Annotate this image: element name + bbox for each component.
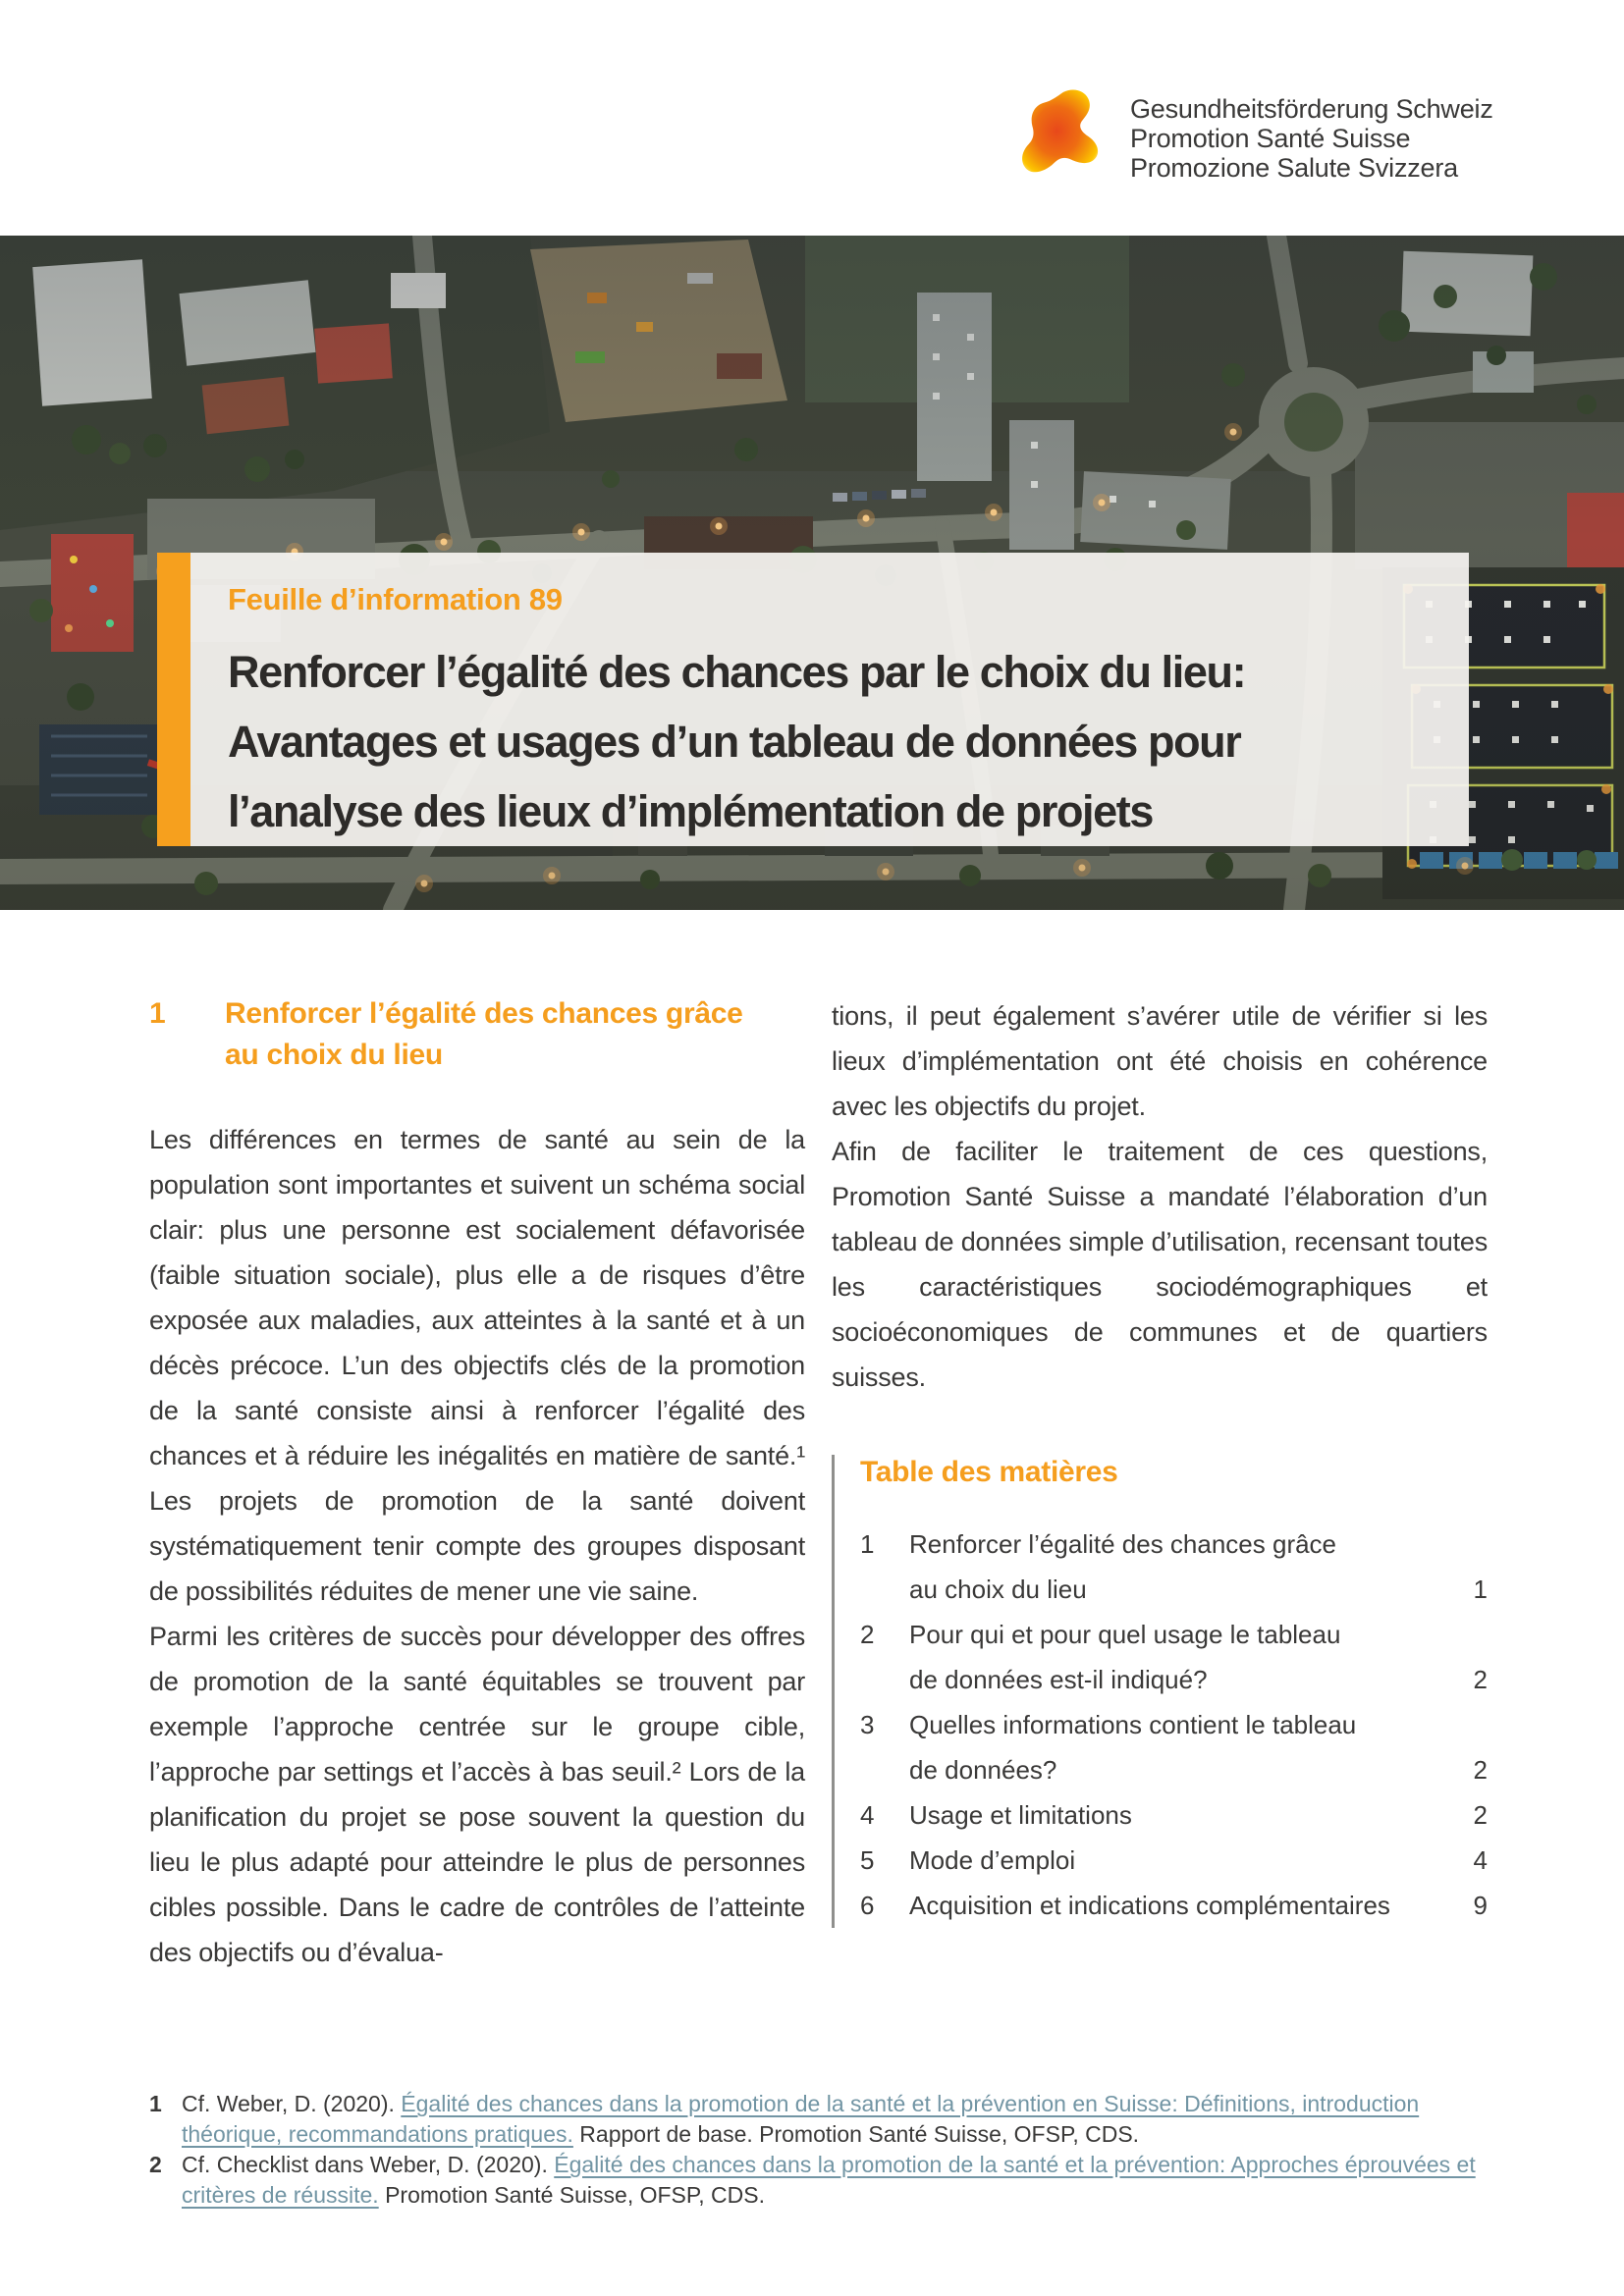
body-column-left <box>149 993 805 1975</box>
logo-blob-icon <box>1014 86 1109 185</box>
page-title-line-1: Renforcer l’égalité des chances par le choix du lieu: <box>228 647 1246 697</box>
footnote-pre-text: Cf. Checklist dans Weber, D. (2020). <box>182 2152 555 2177</box>
paragraph: Afin de faciliter le traitement de ces questions, Promotion Santé Suisse a mandaté l’élaboration d’un tableau de données simple d’utilisation, recensant toutes les caractéristiques sociodémographiques et socioéconomiques de communes et de quartiers suisses. <box>832 1137 1488 1392</box>
logo-line-fr: Promotion Santé Suisse <box>1130 124 1411 153</box>
hero-banner <box>0 236 1624 910</box>
page-title-line-2: Avantages et usages d’un tableau de données pour <box>228 717 1241 767</box>
paragraph: tions, il peut également s’avérer utile de vérifier si les lieux d’implémentation ont été choisis en cohérence avec les objectifs du projet. <box>832 1001 1488 1121</box>
toc-item-2[interactable] <box>860 1612 1488 1702</box>
org-logo <box>1014 86 1493 185</box>
page-title <box>228 637 1451 846</box>
toc-item-number: 6 <box>860 1891 875 1920</box>
toc-item-label <box>909 1522 1462 1612</box>
toc-item-label-line: Usage et limitations <box>909 1800 1132 1830</box>
footnote-post-text: Promotion Santé Suisse, OFSP, CDS. <box>378 2182 766 2208</box>
section-1-heading-text <box>225 993 742 1076</box>
paragraph: Les différences en termes de santé au sein de la population sont importantes et suivent un schéma social clair: plus une personne est socialement défavorisée (faible situation sociale), plus elle a de risques d’être exposée aux maladies, aux atteintes à la santé et à un décès précoce. L’un des objectifs clés de la promotion de la santé consiste ainsi à renforcer l’égalité des chances et à réduire les inégalités en matière de santé.¹ Les projets de promotion de la santé doivent systématiquement tenir compte des groupes disposant de possibilités réduites de mener une vie saine. <box>149 1125 805 1606</box>
section-1-heading-line-1: Renforcer l’égalité des chances grâce <box>225 997 743 1030</box>
footnote-2 <box>149 2150 1485 2211</box>
toc-item-label-line: au choix du lieu <box>909 1575 1087 1604</box>
toc-item-number: 2 <box>860 1620 875 1649</box>
section-1-number: 1 <box>149 997 166 1030</box>
footnote-number: 1 <box>149 2091 162 2116</box>
toc-item-page: 1 <box>1473 1575 1488 1604</box>
toc-item-page: 4 <box>1473 1845 1488 1875</box>
toc-item-label <box>909 1612 1462 1702</box>
toc-item-1[interactable] <box>860 1522 1488 1612</box>
page-title-line-3: l’analyse des lieux d’implémentation de projets <box>228 786 1153 836</box>
toc-item-label-line: Quelles informations contient le tableau <box>909 1710 1357 1739</box>
footnote-pre-text: Cf. Weber, D. (2020). <box>182 2091 402 2116</box>
footnote-1 <box>149 2089 1485 2150</box>
toc-item-label <box>909 1883 1462 1928</box>
toc-item-label-line: de données? <box>909 1755 1057 1785</box>
toc-item-5[interactable] <box>860 1838 1488 1883</box>
logo-line-it: Promozione Salute Svizzera <box>1130 153 1458 183</box>
toc-item-label <box>909 1838 1462 1883</box>
toc-item-page: 2 <box>1473 1800 1488 1830</box>
toc-item-3[interactable] <box>860 1702 1488 1792</box>
toc-heading: Table des matières <box>860 1456 1118 1488</box>
body-column-right <box>832 993 1488 1928</box>
toc-item-label <box>909 1792 1462 1838</box>
toc-item-number: 5 <box>860 1845 875 1875</box>
logo-line-de: Gesundheitsförderung Schweiz <box>1130 94 1493 124</box>
paragraph: Parmi les critères de succès pour développer des offres de promotion de la santé équitables se trouvent par exemple l’approche centrée sur le groupe cible, l’approche par settings et l’accès à bas seuil.² Lors de la planification du projet se pose souvent la question du lieu le plus adapté pour atteindre le plus de personnes cibles possible. Dans le cadre de contrôles de l’atteinte des objectifs ou d’évalua- <box>149 1622 805 1967</box>
toc-item-number: 4 <box>860 1800 875 1830</box>
toc-item-4[interactable] <box>860 1792 1488 1838</box>
footnote-post-text: Rapport de base. Promotion Santé Suisse, OFSP, CDS. <box>572 2121 1140 2147</box>
toc-item-page: 2 <box>1473 1665 1488 1694</box>
section-1-heading-line-2: au choix du lieu <box>225 1039 443 1071</box>
section-1-heading <box>149 993 805 1076</box>
toc-item-label <box>909 1702 1462 1792</box>
toc-item-label-line: Mode d’emploi <box>909 1845 1076 1875</box>
toc-item-number: 3 <box>860 1710 875 1739</box>
document-kicker: Feuille d’information 89 <box>228 582 563 616</box>
footnote-reference-link[interactable]: Égalité des chances dans la promotion de la santé et la prévention: Approches éprouvées et critères de réussite. <box>182 2152 1476 2208</box>
toc-item-number: 1 <box>860 1529 875 1559</box>
footnote-text <box>182 2089 1485 2150</box>
toc-item-6[interactable] <box>860 1883 1488 1928</box>
toc-item-label-line: Renforcer l’égalité des chances grâce <box>909 1529 1337 1559</box>
footnotes <box>149 2089 1485 2211</box>
toc-item-label-line: de données est-il indiqué? <box>909 1665 1208 1694</box>
footnote-reference-link[interactable]: Égalité des chances dans la promotion de la santé et la prévention en Suisse: Définitions, introduction théorique, recommandations pratiques. <box>182 2091 1420 2147</box>
footnote-number: 2 <box>149 2152 162 2177</box>
toc-item-label-line: Pour qui et pour quel usage le tableau <box>909 1620 1341 1649</box>
hero-title-box <box>157 553 1469 846</box>
footnote-text <box>182 2150 1485 2211</box>
toc-item-label-line: Acquisition et indications complémentaires <box>909 1891 1390 1920</box>
org-logo-wordmark <box>1130 86 1493 183</box>
toc-item-page: 2 <box>1473 1755 1488 1785</box>
toc-item-page: 9 <box>1473 1891 1488 1920</box>
table-of-contents <box>832 1455 1488 1928</box>
